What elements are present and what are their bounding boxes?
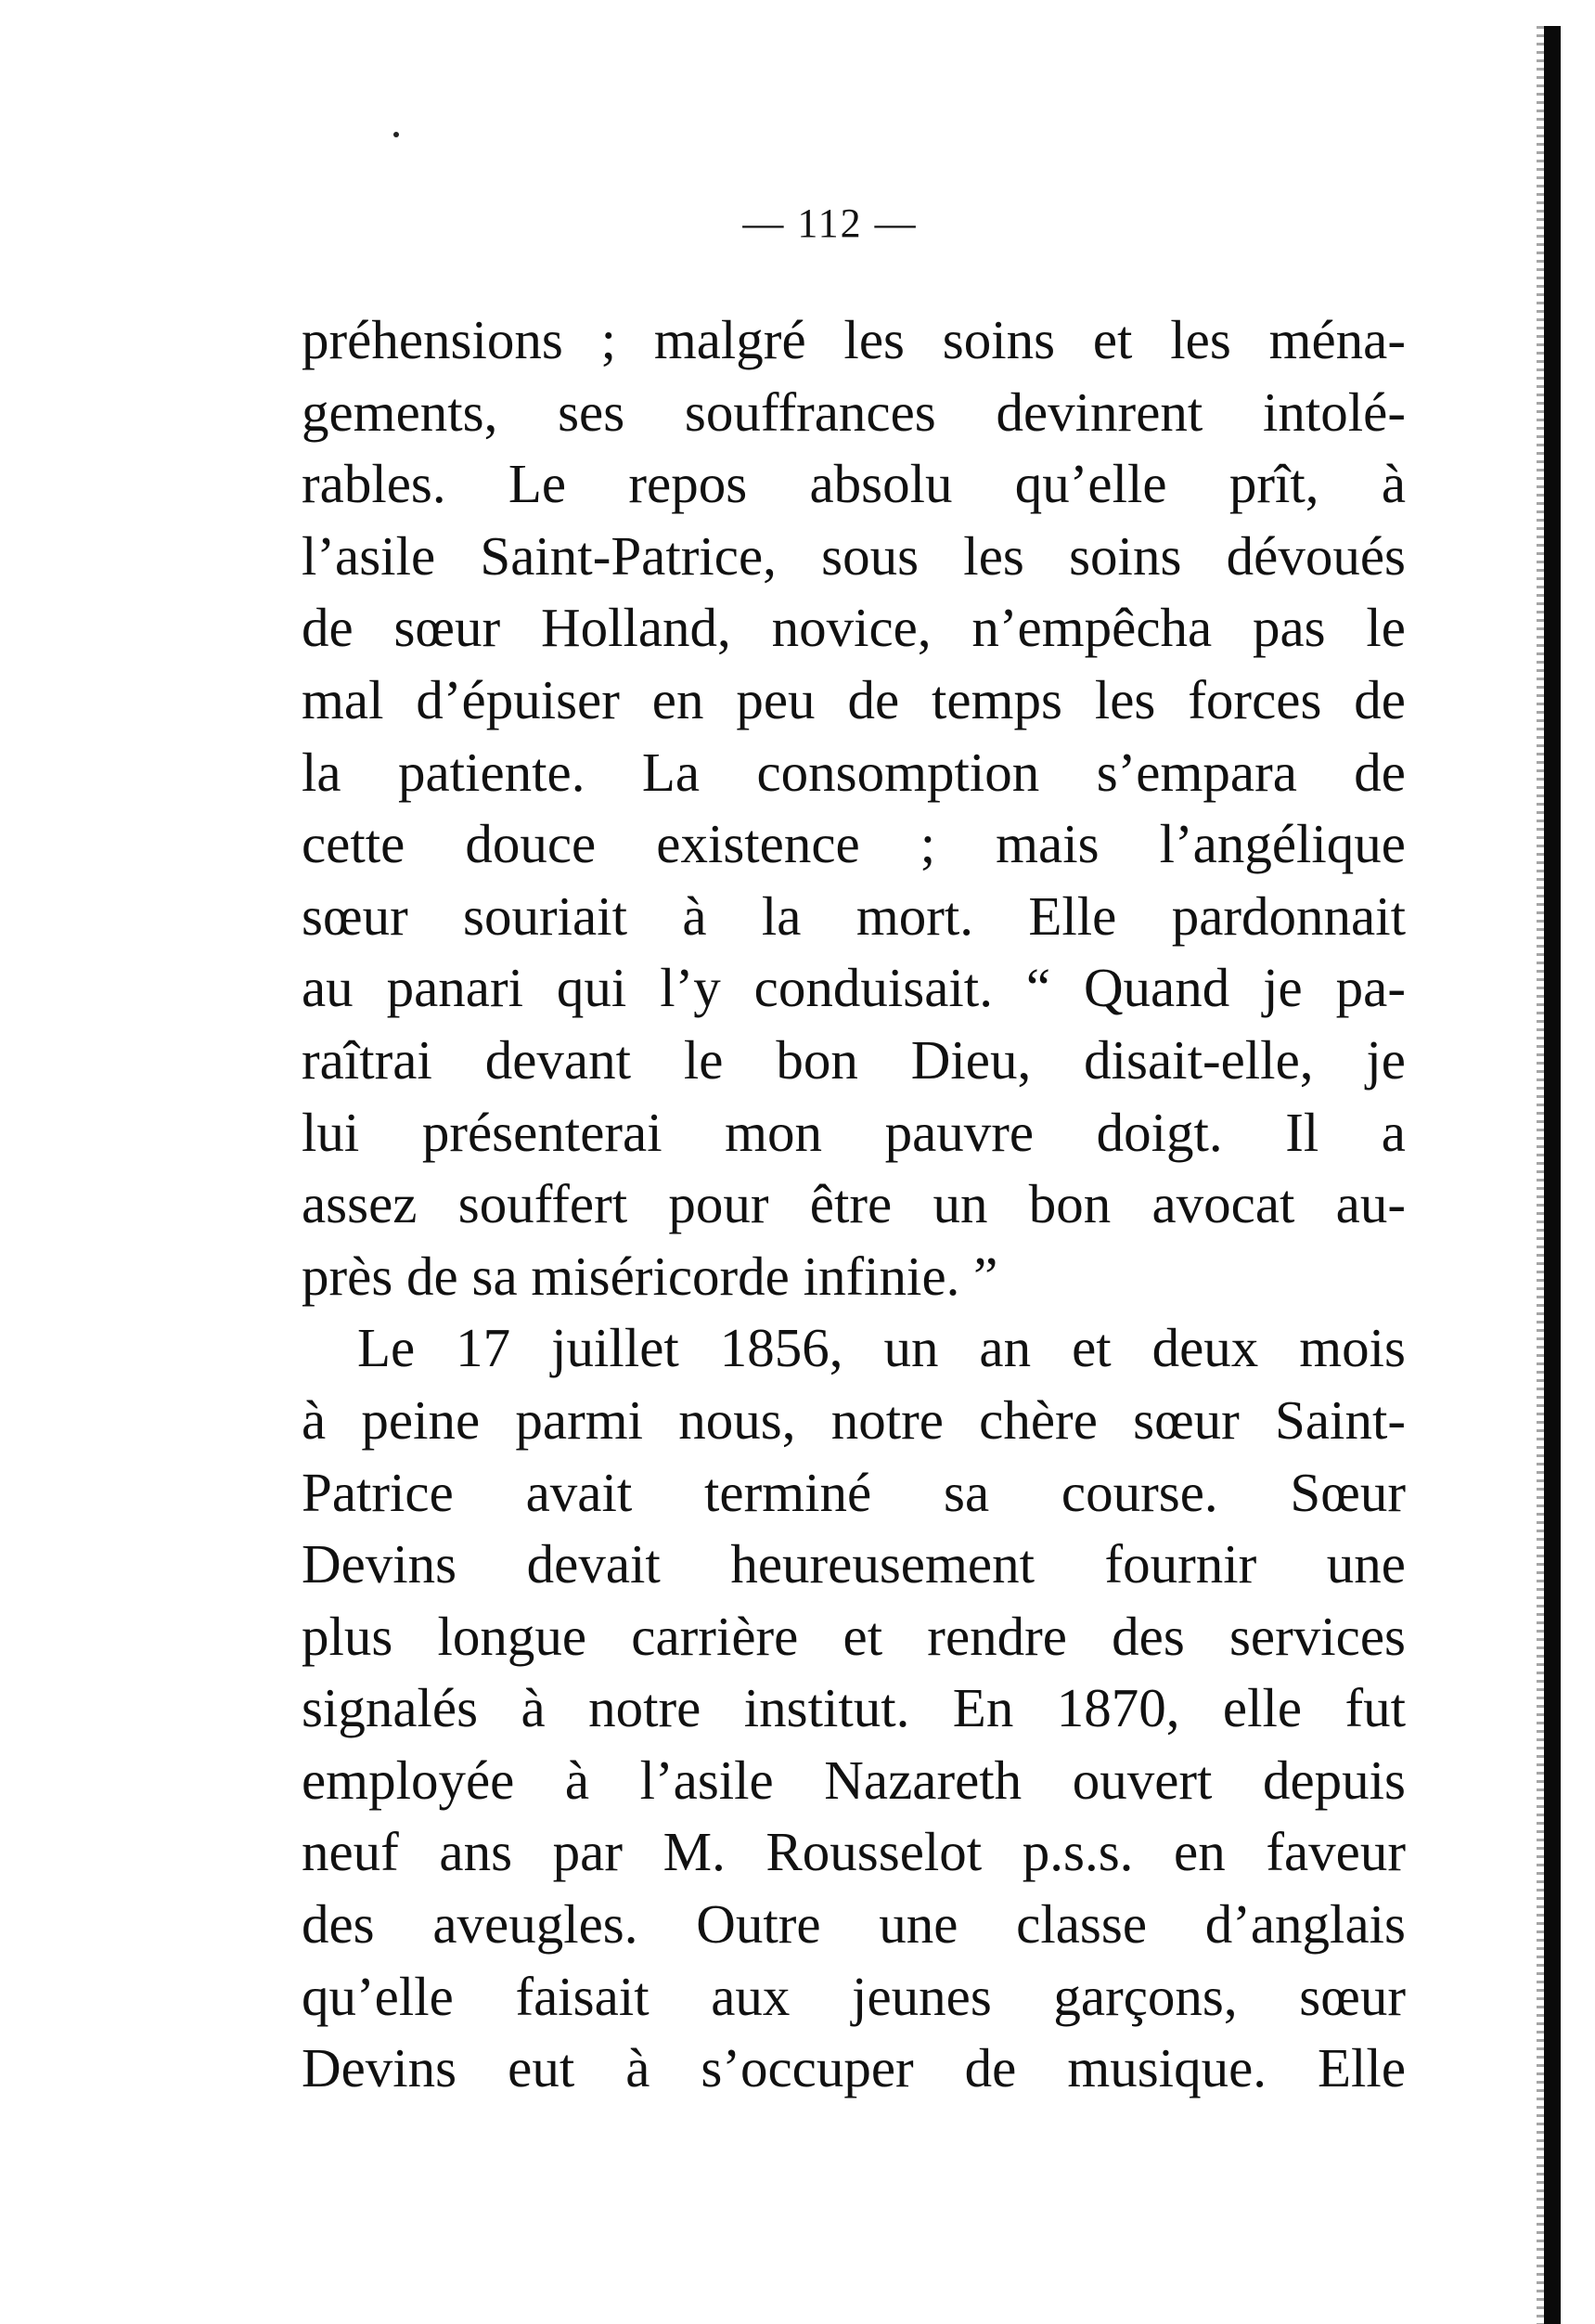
text-line: assez souffert pour être un bon avocat au- [302, 1173, 1406, 1235]
text-line: gements, ses souffrances devinrent intolé- [302, 381, 1406, 443]
text-line: des aveugles. Outre une classe d’anglais [302, 1893, 1406, 1956]
text-line: lui présenterai mon pauvre doigt. Il a [302, 1101, 1406, 1163]
text-line: rables. Le repos absolu qu’elle prît, à [302, 453, 1406, 515]
text-line: signalés à notre institut. En 1870, elle fut [302, 1677, 1406, 1739]
text-line: la patiente. La consomption s’empara de [302, 741, 1406, 803]
text-line: Devins devait heureusement fournir une [302, 1533, 1406, 1595]
page-number: — 112 — [742, 200, 918, 246]
text-line: mal d’épuiser en peu de temps les forces de [302, 668, 1406, 730]
text-line: plus longue carrière et rendre des services [302, 1605, 1406, 1667]
paragraph-start-line: Le 17 juillet 1856, un an et deux mois [357, 1317, 1406, 1379]
text-line: l’asile Saint-Patrice, sous les soins dévoués [302, 524, 1406, 587]
text-line: au panari qui l’y conduisait. “ Quand je pa- [302, 957, 1406, 1019]
text-line: qu’elle faisait aux jeunes garçons, sœur [302, 1965, 1406, 2027]
text-line: préhensions ; malgré les soins et les ména- [302, 309, 1406, 370]
text-line: de sœur Holland, novice, n’empêcha pas le [302, 597, 1406, 659]
scan-edge-bar [1544, 26, 1561, 2324]
text-line: cette douce existence ; mais l’angélique [302, 813, 1406, 875]
text-line: Devins eut à s’occuper de musique. Elle [302, 2037, 1406, 2099]
text-line: neuf ans par M. Rousselot p.s.s. en faveur [302, 1821, 1406, 1883]
text-line: sœur souriait à la mort. Elle pardonnait [302, 884, 1406, 947]
text-line: employée à l’asile Nazareth ouvert depuis [302, 1749, 1406, 1811]
text-line: raîtrai devant le bon Dieu, disait-elle, je [302, 1028, 1406, 1091]
text-line: Patrice avait terminé sa course. Sœur [302, 1461, 1406, 1523]
ink-speck [393, 132, 399, 137]
text-line: près de sa miséricorde infinie. ” [302, 1245, 998, 1307]
body-text [302, 304, 1406, 2105]
scan-edge-shadow [1537, 26, 1544, 2324]
text-line: à peine parmi nous, notre chère sœur Saint- [302, 1388, 1406, 1451]
